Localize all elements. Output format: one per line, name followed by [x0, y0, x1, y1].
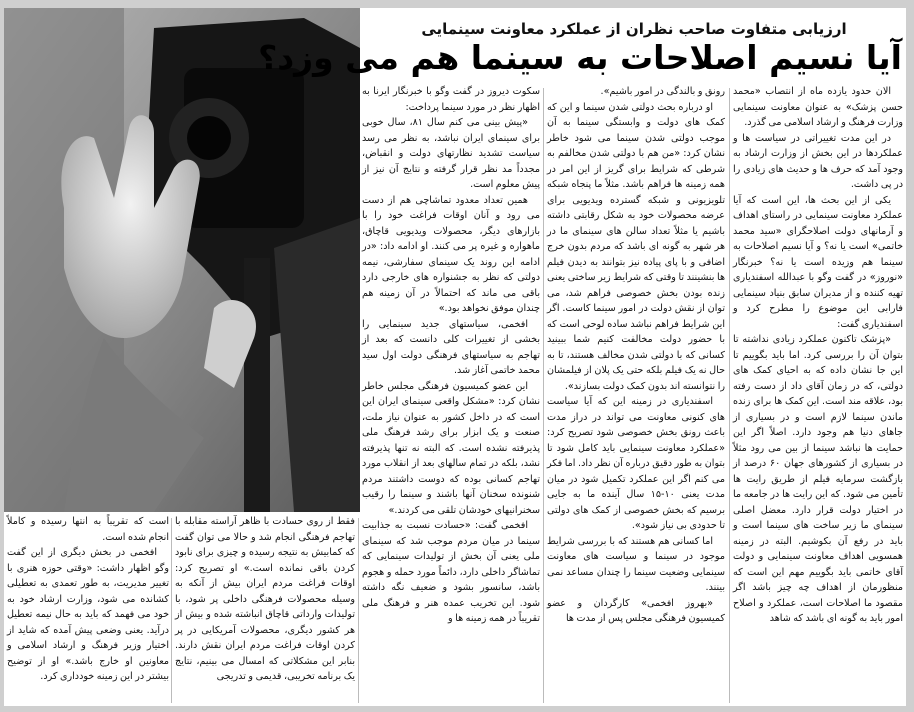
article-paragraph: همین تعداد معدود تماشاچی هم از دست می رود و آنان اوقات فراغت خود را با بازارهای دیگر، محصولات ویدیویی قاچاق، ماهواره و غیره پر می کنند. او ادامه داد: «در ادامه این روند یک سینمای سفارشی، نیمه دولتی که نظر به جشنواره های خارجی دارد باقی می ماند که احتمالاً در آن زمینه هم چندان موفق نخواهد بود.» — [362, 194, 540, 314]
article-title: آیا نسیم اصلاحات به سینما هم می وزد؟ — [258, 38, 902, 77]
article-paragraph: است که تقریباً به انتها رسیده و کاملاً انجام شده است. — [7, 516, 169, 543]
article-paragraph: افخمی گفت: «حسادت نسبت به جذابیت سینما در میان مردم موجب شد که سینمای ملی یعنی آن بخش از تولیدات سینمایی که تماشاگر داخلی دارد، دائماً مورد حمله و هجوم باشد، سانسور بشود و ضعیف نگه داشته شود. این تخریب عمده هنر و فرهنگ ملی تقریباً در همه زمینه ها و — [362, 520, 540, 624]
camera-operator-photo — [4, 8, 360, 512]
column-divider — [543, 88, 544, 703]
article-column-1 — [733, 84, 903, 627]
article-paragraph: افخمی، سیاستهای جدید سینمایی را بخشی از تغییرات کلی دانست که بعد از تهاجم به سیاستهای فرهنگی دولت اول سید محمد خاتمی آغاز شد. — [362, 318, 540, 376]
article-paragraph: سکوت دیروز در گفت وگو با خبرنگار ایرنا به اظهار نظر در مورد سینما پرداخت: — [362, 86, 540, 113]
article-paragraph: یکی از این بحث ها، این است که آیا عملکرد معاونت سینمایی در راستای اهداف و آرمانهای دولت اصلاحگرای «سید محمد خاتمی» است یا نه؟ و آیا نسیم اصلاحات به سینما هم وزیده است یا نه؟ خبرنگار «نوروز» در گفت وگو با عبدالله اسفندیاری تهیه کننده و از مدیران سابق بنیاد سینمایی فارابی این موضوع را مطرح کرد و اسفندیاری گفت: — [733, 194, 903, 330]
article-column-4 — [175, 514, 355, 685]
article-paragraph: اما کسانی هم هستند که با بررسی شرایط موجود در سینما و سیاست های معاونت سینمایی وضعیت سینما را چندان مساعد نمی بینند. — [547, 535, 725, 593]
article-headline — [258, 12, 902, 82]
article-column-5 — [7, 514, 169, 685]
article-column-3 — [362, 84, 540, 627]
article-paragraph: «پزشک تاکنون عملکرد زیادی نداشته تا بتوان آن را بررسی کرد. اما باید بگوییم تا این جا نشان داده که به احیای کمک های دولتی، که در زمان آقای داد از دست رفته بود، علاقه مند است. این کمک ها برای زنده ماندن سینما لازم است و در بسیاری از جاهای دنیا هم وجود دارد. اصلاً اگر این حمایت ها نباشد سینما از بین می رود مثلاً در بسیاری از کشورهای جهان ۶۰ درصد از بازگشت سرمایه فیلم از طریق رایت ها تأمین می شود. که این رایت ها در جامعه ما در اختیار دولت قرار دارد. معضل اصلی سینمای ما زیر ساخت های سینما است و باید در رفع آن بکوشیم. البته در زمینه همسویی اهداف معاونت سینمایی و دولت آقای خاتمی باید بگوییم مهم این است که منظورمان از اهداف چه چیز باشد اگر مقصود ما اصلاحات است، عملکرد و اصلاح امور باید به گونه ای باشد که شاهد — [733, 334, 903, 624]
column-divider — [729, 88, 730, 703]
newspaper-page — [4, 8, 906, 706]
article-paragraph: او درباره بحث دولتی شدن سینما و این که کمک های دولت و وابستگی سینما به آن موجب دولتی شدن سینما می شود خاطر نشان کرد: «من هم با دولتی شدن مخالفم به شرطی که شرایط برای گریز از این امر در همه زمینه ها فراهم باشد. مثلاً ما پنجاه شبکه تلویزیونی و شبکه گسترده ویدیویی برای عرضه محصولات خود به شکل رقابتی داشته باشیم یا مثلاً تعداد سالن های سینمای ما در هر شهر به گونه ای باشد که مردم بدون خرج اضافی و با پای پیاده نیز بتوانند به دیدن فیلم ها بنشینند تا وقتی که شرایط زیر ساختی یعنی زنده بودن بخش خصوصی فراهم شد، می توان از نقش دولت در امور سینما کاست. اگر این شرایط فراهم نباشد ساده لوحی است که با حضور دولت مخالفت کنیم شما ببینید کسانی که با دولتی شدن مخالف هستند، تا به حال نه یک فیلم بلکه حتی یک پلان از فیلمشان را نتوانسته اند بدون کمک دولت بسازند». — [547, 101, 725, 392]
article-photo — [4, 8, 360, 512]
article-paragraph: در این مدت تغییراتی در سیاست ها و عملکردها در این بخش از وزارت ارشاد به وجود آمد که حرف ها و حدیث های زیادی را در پی داشت. — [733, 132, 903, 190]
article-paragraph: الان حدود یازده ماه از انتصاب «محمد حسن پزشک» به عنوان معاونت سینمایی وزارت فرهنگ و ارشاد اسلامی می گذرد. — [733, 86, 903, 128]
article-column-2 — [547, 84, 725, 627]
article-paragraph: این عضو کمیسیون فرهنگی مجلس خاطر نشان کرد: «مشکل واقعی سینمای ایران این است که در داخل کشور به عنوان نیاز ملت، صنعت و یک ابزار برای رشد فرهنگ ملی پذیرفته نشده است. که البته نه تنها پذیرفته نشد، بلکه در تمام سالهای بعد از انقلاب مورد تهاجم کسانی بوده که دوست داشتند مردم شنونده سخنان آنها باشند و سینما را رقیب سخنرانیهای خودشان تلقی می کردند.» — [362, 380, 540, 516]
article-paragraph: اسفندیاری در زمینه این که آیا سیاست های کنونی معاونت می تواند در دراز مدت باعث رونق بخش خصوصی شود تصریح کرد: «عملکرد معاونت سینمایی باید کامل شود تا بتوان به طور دقیق درباره آن نظر داد. اما فکر می کنم اگر این عملکرد تکمیل شود در میان مدت یعنی ۱۰-۱۵ سال آینده ما به جایی برسیم که بخش خصوصی از کمک های دولتی تا حدودی بی نیاز شود». — [547, 396, 725, 531]
article-paragraph: «پیش بینی می کنم سال ۸۱، سال خوبی برای سینمای ایران نباشد، به نظر می رسد سیاست تشدید نظارتهای دولت و انقباض، مجدداً مد نظر قرار گرفته و نتایج آن نیز از پیش معلوم است. — [362, 117, 540, 190]
article-paragraph: «بهروز افخمی» کارگردان و عضو کمیسیون فرهنگی مجلس پس از مدت ها — [547, 597, 725, 624]
column-divider — [358, 518, 359, 703]
article-paragraph: افخمی در بخش دیگری از این گفت وگو اظهار داشت: «وقتی حوزه هنری با تغییر مدیریت، به طور تعمدی به تعطیلی کشانده می شود، وزارت ارشاد خود به خود می فهمد که باید به حال نیمه تعطیل درآید. یعنی وضعی پیش آمده که شاید از اختیار وزیر فرهنگ و ارشاد اسلامی و معاونین او خارج باشد.» او از توضیح بیشتر در این زمینه خودداری کرد. — [7, 547, 169, 682]
article-paragraph: رونق و بالندگی در امور باشیم». — [600, 86, 725, 97]
article-kicker: ارزیابی متفاوت صاحب نظران از عملکرد معاونت سینمایی — [421, 20, 847, 38]
column-divider — [171, 518, 172, 703]
article-paragraph: فقط از روی حسادت با ظاهر آراسته مقابله با تهاجم فرهنگی انجام شد و حالا می توان گفت که کمابیش به نتیجه رسیده و چیزی برای نابود کردن باقی نمانده است.» او تصریح کرد: اوقات فراغت مردم ایران بیش از آنکه به وسیله محصولات فرهنگی داخلی پر شود، با تولیدات وارداتی قاچاق انباشته شده و بیش از هر کشور دیگری، محصولات آمریکایی در پر کردن اوقات فراغت مردم ایران نقش دارند. بنابر این مشکلاتی که امسال می بینیم، نتایج یک برنامه تخریبی، قدیمی و تدریجی — [175, 516, 355, 682]
